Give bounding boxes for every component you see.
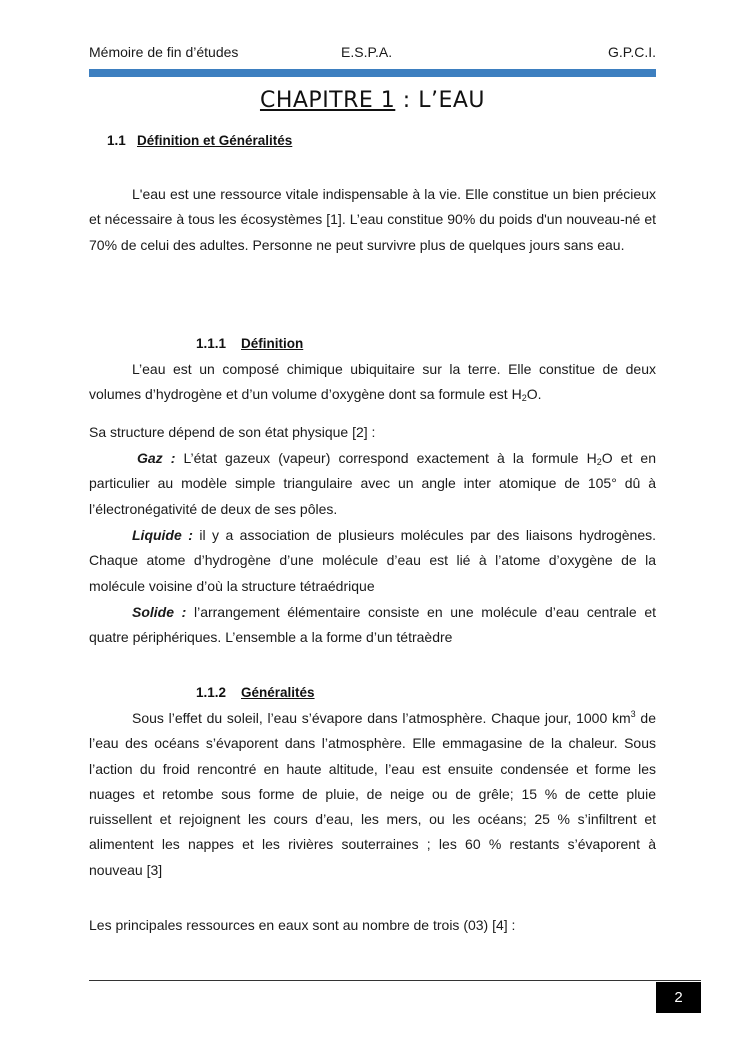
- superscript-3: 3: [630, 709, 636, 719]
- footer-rule: [89, 980, 701, 981]
- section-number: 1.1.2: [196, 685, 227, 700]
- page-header: [89, 44, 656, 62]
- gaz-text-end: O et en particulier au modèle simple triangulaire avec un angle inter atomique de 105° dû à l’électronégativité de deux de ses pôles.: [89, 450, 656, 517]
- section-title: Généralités: [241, 685, 315, 700]
- gaz-paragraph: [89, 446, 656, 522]
- chapter-separator: :: [395, 88, 419, 113]
- subscript-2: 2: [596, 457, 602, 467]
- section-heading-1-1-1: [196, 336, 303, 351]
- definition-text: L’eau est un composé chimique ubiquitaire sur la terre. Elle constitue de deux volumes d’hydrogène et d’un volume d’oxygène dont sa formule est H: [89, 361, 656, 403]
- section-title: Définition: [241, 336, 304, 351]
- definition-text-end: O.: [526, 386, 542, 403]
- intro-paragraph: L'eau est une ressource vitale indispensable à la vie. Elle constitue un bien précieux et nécessaire à tous les écosystèmes [1]. L’eau constitue 90% du poids d'un nouveau-né et 70% de celui des adultes. Personne ne peut survivre plus de quelques jours sans eau.: [89, 186, 656, 253]
- structure-intro: Sa structure dépend de son état physique [2] :: [89, 424, 376, 440]
- header-thesis-label: Mémoire de fin d’études: [89, 44, 239, 60]
- gaz-text: L’état gazeux (vapeur) correspond exactement à la formule H: [175, 450, 597, 466]
- liquide-text: il y a association de plusieurs molécules par des liaisons hydrogènes. Chaque atome d’hydrogène d’une molécule d’eau est lié à l’atome d’oxygène de la molécule voisine d’où la structure tétraédrique: [89, 527, 657, 594]
- generalites-text-end: de l’eau des océans s’évaporent dans l’atmosphère. Elle emmagasine de la chaleur. Sous l’action du froid rencontré en haute altitude, l’eau est ensuite condensée et forme les nuages et retombe sous forme de pluie, de neige ou de grêle; 15 % de cette pluie ruissellent et rejoignent les cours d’eau, les mers, ou les océans; 25 % s’infiltrent et alimentent les nappes et les rivières souterraines ; les 60 % restants s’évaporent à nouveau [3]: [89, 710, 657, 878]
- chapter-label: CHAPITRE 1: [259, 88, 396, 113]
- liquide-paragraph: [89, 523, 656, 599]
- generalites-text: Sous l’effet du soleil, l’eau s’évapore dans l’atmosphère. Chaque jour, 1000 km: [132, 710, 631, 726]
- generalites-paragraph: [89, 706, 656, 883]
- section-heading-1-1-2: [196, 685, 315, 700]
- section-heading-1-1: [107, 133, 292, 148]
- gaz-label: Gaz :: [137, 450, 176, 466]
- resources-intro: Les principales ressources en eaux sont au nombre de trois (03) [4] :: [89, 917, 516, 933]
- solide-label: Solide :: [132, 604, 187, 620]
- subscript-2: 2: [521, 393, 527, 404]
- solide-text: l’arrangement élémentaire consiste en une molécule d’eau centrale et quatre périphériques. L’ensemble a la forme d’un tétraèdre: [89, 604, 657, 646]
- section-title: Définition et Généralités: [137, 133, 293, 148]
- chapter-title: [0, 88, 745, 113]
- header-school-label: E.S.P.A.: [341, 44, 393, 60]
- header-rule: [89, 69, 656, 77]
- section-number: 1.1: [107, 133, 126, 148]
- definition-paragraph: [89, 357, 656, 408]
- liquide-label: Liquide :: [132, 527, 193, 543]
- chapter-name: L’EAU: [418, 88, 486, 113]
- page-number: 2: [656, 982, 701, 1013]
- solide-paragraph: [89, 600, 656, 651]
- header-department-label: G.P.C.I.: [608, 44, 656, 60]
- section-number: 1.1.1: [196, 336, 227, 351]
